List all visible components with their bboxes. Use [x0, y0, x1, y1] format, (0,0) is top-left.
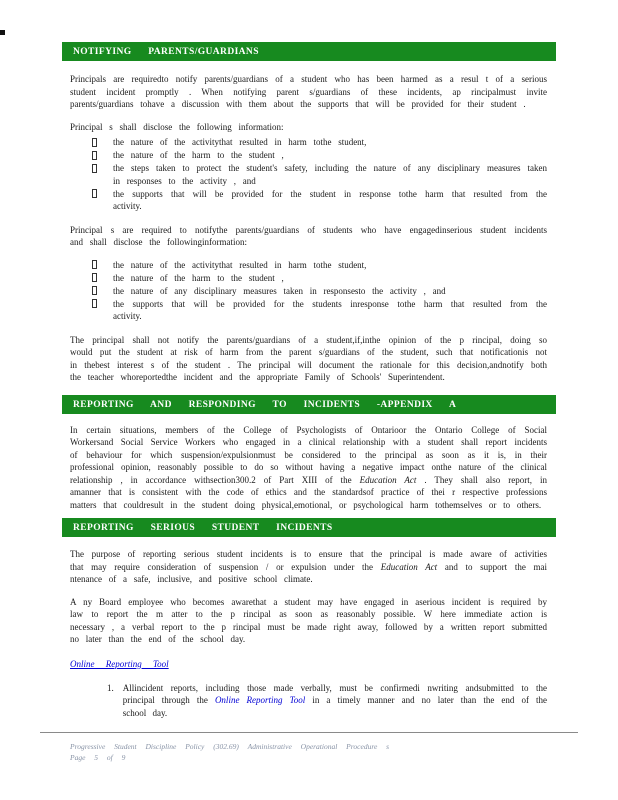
page-footer	[70, 742, 547, 763]
section-title: NOTIFYING PARENTS/GUARDIANS	[73, 47, 259, 57]
section-title: REPORTING AND RESPONDING TO INCIDENTS -APPENDIX A	[73, 399, 457, 410]
list-number: 1.	[107, 682, 114, 693]
square-bullet-icon	[92, 260, 97, 269]
education-act-reference: Education Act	[380, 561, 438, 572]
section-bar-reporting-responding-incidents	[62, 395, 556, 414]
bullet-item	[70, 259, 547, 272]
square-bullet-icon	[92, 151, 97, 160]
paragraph-notify-parents: Principals are requiredto notify parents/guardians of a student who has been harmed as a resul t of a serious student incident promptly . When notifying parent s/guardians of these incidents, ap rincipalmust invite parents/guardians tohave a discussion with them about the supports that will be provided for their student .	[70, 74, 547, 109]
bullet-text: the nature of the activitythat resulted in harm tothe student,	[113, 137, 367, 147]
square-bullet-icon	[92, 164, 97, 173]
bullet-item	[70, 136, 547, 149]
bullet-item	[70, 285, 547, 298]
numbered-item-text	[123, 682, 547, 720]
square-bullet-icon	[92, 286, 97, 295]
online-reporting-tool-link[interactable]: Online Reporting Tool	[70, 658, 169, 669]
item-text: Allincident reports, including those made verbally, must be confirmedi nwriting andsubmitted to the principal through the	[122, 682, 547, 705]
paragraph-text: The purpose of reporting serious student incidents is to ensure that the principal is made aware of activities that may require consideration of suspension / or expulsion under the	[70, 549, 547, 572]
bullet-text: the nature of the harm to the student ,	[113, 272, 284, 283]
education-act-reference: Education Act	[359, 474, 417, 485]
paragraph-notify-engaged: Principal s are required to notifythe parents/guardians of students who have engagedinserious student incidents and shall disclose the followinginformation:	[70, 224, 547, 247]
paragraph-board-employee: A ny Board employee who becomes awarethat a student may have engaged in aserious incident is required by law to report the m atter to the p rincipal as soon as reasonably possible. W here immediate action is necessary , a verbal report to the p rincipal must be made right away, followed by a written report submitted no later than the end of the school day.	[70, 596, 547, 644]
bullet-item	[70, 188, 547, 213]
bullet-list-disclosure-engaged	[70, 259, 547, 323]
paragraph-shall-not-notify: The principal shall not notify the parents/guardians of a student,if,inthe opinion of the p rincipal, doing so would put the student at risk of harm from the parent s/guardians of the student, such that notificationis not in thebest interest s of the student . The principal will document the rationale for this decision,andnotify both the teacher whoreportedthe incident and the appropriate Family of Schools' Superintendent.	[70, 334, 547, 382]
bullet-list-disclosure-harmed	[70, 136, 547, 213]
scan-artifact-mark	[0, 30, 5, 35]
section-bar-reporting-serious-incidents	[62, 518, 556, 537]
bullet-text: the supports that will be provided for the students inresponse tothe harm that resulted from the activity.	[113, 298, 547, 321]
footer-divider	[40, 732, 578, 733]
square-bullet-icon	[92, 273, 97, 282]
bullet-item	[70, 162, 547, 187]
bullet-item	[70, 272, 547, 285]
paragraph-college-psychologists	[70, 424, 547, 512]
paragraph-text: In certain situations, members of the College of Psychologists of Ontarioor the Ontario College of Social Workersand Social Service Workers who engaged in a clinical relationship with a student shall report incidents of behaviour for which suspension/expulsionmust be considered to the principal as soon as it is, in their professional opinion, reasonably possible to do so without having a negative impact onthe nature of the clinical relationship , in accordance withsection300.2 of Part XIII of the	[70, 424, 547, 485]
document-content	[62, 42, 556, 763]
bullet-text: the steps taken to protect the student's safety, including the nature of any disciplinary measures taken in responses to the activity , and	[113, 163, 547, 186]
square-bullet-icon	[92, 299, 97, 308]
bullet-text: the nature of any disciplinary measures taken in responsesto the activity , and	[113, 285, 446, 296]
online-reporting-tool-inline-link[interactable]: Online Reporting Tool	[214, 695, 306, 705]
bullet-text: the supports that will be provided for the student in response tothe harm that resulted from the activity.	[113, 188, 547, 211]
item-text: in a timely manner and no later than the end of the school day.	[122, 695, 548, 718]
bullet-item	[70, 298, 547, 323]
section-bar-notifying-parents-guardians	[62, 42, 556, 61]
paragraph-disclose-intro: Principal s shall disclose the following information:	[70, 121, 284, 132]
bullet-text: the nature of the harm to the student ,	[113, 150, 284, 160]
section-title: REPORTING SERIOUS STUDENT INCIDENTS	[73, 523, 333, 533]
square-bullet-icon	[92, 138, 97, 147]
paragraph-text: and to support the mai ntenance of a safe, inclusive, and positive school climate.	[70, 561, 547, 584]
numbered-item-incident-reports	[70, 682, 547, 720]
footer-policy-title: Progressive Student Discipline Policy (302.69) Administrative Operational Procedure s	[70, 742, 390, 751]
paragraph-purpose-reporting	[70, 548, 547, 586]
square-bullet-icon	[92, 189, 97, 198]
page-number: Page 5 of 9	[70, 752, 126, 762]
paragraph-text: . They shall also report, in amanner that is consistent with the code of ethics and the standardsof practice of thei r respective professions matters that couldresult in the student doing physical,emotional, or psychological harm tothemselves or to others.	[70, 474, 547, 510]
bullet-text: the nature of the activitythat resulted in harm tothe student,	[113, 259, 367, 270]
bullet-item	[70, 149, 547, 162]
